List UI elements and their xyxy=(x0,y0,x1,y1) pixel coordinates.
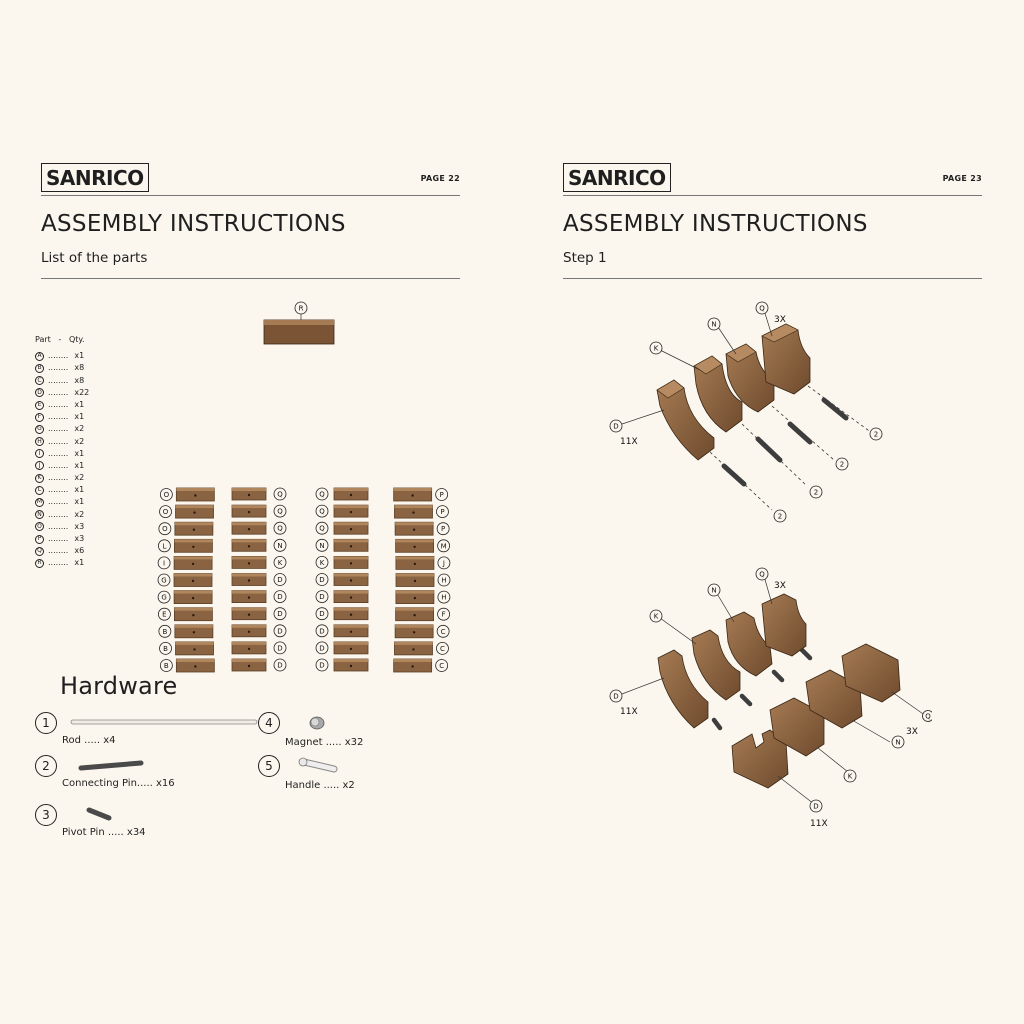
step1-exploded-diagram xyxy=(602,298,902,528)
pin-hole xyxy=(411,665,413,667)
callout-pin: 2 xyxy=(839,460,845,469)
pin-hole xyxy=(248,579,250,581)
part-callout-label: G xyxy=(161,576,167,585)
hardware-label: Handle ..... x2 xyxy=(285,780,355,791)
wood-block-top xyxy=(174,574,212,577)
pin-hole xyxy=(412,511,414,513)
part-row xyxy=(35,496,89,508)
pin-hole xyxy=(350,596,352,598)
pin-hole xyxy=(350,494,352,496)
part-callout-label: D xyxy=(319,661,325,670)
part-dots: ........ xyxy=(48,351,69,361)
wood-block-top xyxy=(394,505,432,508)
wood-block-top xyxy=(232,539,266,542)
handle-icon xyxy=(296,756,340,776)
wood-block-top xyxy=(394,488,432,491)
magnet-icon xyxy=(308,714,326,732)
part-callout-label: D xyxy=(319,627,325,636)
part-letter: A xyxy=(35,352,44,361)
part-row xyxy=(35,484,89,496)
hardware-label: Connecting Pin..... x16 xyxy=(62,778,175,789)
pin-hole xyxy=(248,545,250,547)
page-number: PAGE 22 xyxy=(420,174,460,183)
part-letter: J xyxy=(35,461,44,470)
part-callout-label: O xyxy=(163,491,170,499)
part-dots: ........ xyxy=(48,424,69,434)
part-callout-label: C xyxy=(439,662,445,670)
left-page xyxy=(0,150,470,870)
hardware-number: 5 xyxy=(258,755,280,777)
part-dots: ........ xyxy=(48,460,69,470)
pin-hole xyxy=(350,665,352,667)
part-letter: N xyxy=(35,510,44,519)
connecting-pin-icon xyxy=(77,759,147,773)
pin-hole xyxy=(414,597,416,599)
part-qty: x1 xyxy=(74,448,85,458)
part-dots: ........ xyxy=(48,497,69,507)
callout-d: D xyxy=(613,692,619,701)
wood-block-top xyxy=(334,505,368,508)
hardware-item-rod xyxy=(35,712,255,752)
pin-hole xyxy=(350,511,352,513)
title-divider xyxy=(563,278,982,279)
part-qty: x8 xyxy=(74,375,85,385)
header-divider xyxy=(41,195,460,196)
part-row xyxy=(35,375,89,387)
hardware-label: Pivot Pin ..... x34 xyxy=(62,827,146,838)
part-letter: M xyxy=(36,498,43,506)
callout-k: K xyxy=(653,344,659,353)
part-row xyxy=(35,509,89,521)
part-callout-label: L xyxy=(162,542,167,551)
part-letter: E xyxy=(35,401,44,410)
part-callout-label: N xyxy=(277,541,283,550)
part-callout-label: O xyxy=(162,525,168,534)
part-qty: x6 xyxy=(74,546,85,556)
part-callout-label: Q xyxy=(319,524,325,533)
pin-hole xyxy=(193,648,195,650)
part-callout-label: G xyxy=(161,593,167,602)
part-callout-label: Q xyxy=(277,524,283,533)
pin-hole xyxy=(248,614,250,616)
hardware-number: 4 xyxy=(258,712,280,734)
qty-q: 3X xyxy=(774,581,786,591)
part-qty: x8 xyxy=(74,363,85,373)
part-letter: F xyxy=(35,413,44,422)
step1-assembled-diagram xyxy=(602,566,932,836)
part-row xyxy=(35,557,89,569)
pin-hole xyxy=(248,665,250,667)
wood-block-top xyxy=(334,591,368,594)
pin-hole xyxy=(192,614,194,616)
hardware-label: Rod ..... x4 xyxy=(62,735,116,746)
wood-block-top xyxy=(232,522,266,525)
pin-hole xyxy=(248,494,250,496)
part-row xyxy=(35,350,89,362)
page-subtitle: List of the parts xyxy=(41,250,148,266)
pin-hole xyxy=(413,529,415,531)
part-row xyxy=(35,448,89,460)
part-callout-label: B xyxy=(163,644,168,653)
hardware-item-magnet xyxy=(258,712,418,752)
pin-hole xyxy=(192,597,194,599)
wood-block-top xyxy=(174,539,212,542)
wood-block-top xyxy=(334,488,368,491)
part-dots: ........ xyxy=(48,521,69,531)
part-callout-label: H xyxy=(441,593,447,602)
part-dots: ........ xyxy=(48,448,69,458)
pin-hole xyxy=(193,529,195,531)
pin-hole xyxy=(350,545,352,547)
hardware-item-handle xyxy=(258,755,418,795)
part-callout-label: P xyxy=(441,525,446,534)
part-row xyxy=(35,387,89,399)
part-callout-label: C xyxy=(440,644,445,653)
part-qty: x1 xyxy=(74,412,85,422)
pin-hole xyxy=(192,580,194,582)
part-qty: x2 xyxy=(74,436,85,446)
parts-list-header: Part - Qty. xyxy=(35,335,85,344)
callout-n: N xyxy=(711,586,717,595)
hardware-label: Magnet ..... x32 xyxy=(285,737,364,748)
part-letter: C xyxy=(35,376,44,385)
part-qty: x1 xyxy=(74,460,85,470)
part-callout-label: D xyxy=(277,593,283,602)
part-callout-label: E xyxy=(162,610,167,619)
part-callout-label: Q xyxy=(277,490,283,499)
wood-block-top xyxy=(174,556,212,559)
rod-icon xyxy=(70,718,260,726)
pivot-pin-icon xyxy=(85,806,115,822)
part-dots: ........ xyxy=(48,473,69,483)
pin-hole xyxy=(193,511,195,513)
wood-block-top xyxy=(176,505,214,508)
hardware-item-pivot-pin xyxy=(35,804,255,844)
pin-hole xyxy=(411,494,413,496)
qty-d: 11X xyxy=(620,707,638,717)
part-row xyxy=(35,521,89,533)
pin-hole xyxy=(248,648,250,650)
part-letter: H xyxy=(35,437,44,446)
wood-block-top xyxy=(232,625,266,628)
pin-hole xyxy=(350,614,352,616)
part-row xyxy=(35,472,89,484)
part-callout-label: D xyxy=(319,576,325,584)
callout-k: K xyxy=(653,612,659,621)
part-callout-label: C xyxy=(440,627,446,636)
hardware-item-connecting-pin xyxy=(35,755,255,795)
wood-block-top xyxy=(232,642,266,645)
part-callout-label: O xyxy=(162,508,169,517)
pin-hole xyxy=(193,631,195,633)
wood-block-top xyxy=(175,522,213,525)
part-qty: x1 xyxy=(74,399,85,409)
part-dots: ........ xyxy=(48,509,69,519)
part-callout-label: M xyxy=(440,542,447,551)
callout-n: N xyxy=(711,320,717,329)
part-callout-label: Q xyxy=(277,507,283,516)
part-callout-label: P xyxy=(440,508,445,517)
wood-block-top xyxy=(396,608,434,611)
part-callout-label: B xyxy=(163,662,169,670)
part-qty: x2 xyxy=(74,473,85,483)
wood-block-top xyxy=(232,608,266,611)
part-dots: ........ xyxy=(48,412,69,422)
callout-n: N xyxy=(895,738,901,747)
qty-d: 11X xyxy=(810,819,828,829)
part-dots: ........ xyxy=(48,558,69,568)
right-page xyxy=(522,150,992,870)
part-callout-label: K xyxy=(319,558,325,567)
callout-q: Q xyxy=(759,570,765,579)
wood-block-top xyxy=(334,539,368,542)
part-letter: O xyxy=(35,522,44,531)
part-qty: x2 xyxy=(74,509,85,519)
wood-block-top xyxy=(334,642,368,645)
page-title: ASSEMBLY INSTRUCTIONS xyxy=(41,211,346,237)
qty-q: 3X xyxy=(774,315,786,325)
part-callout-label: D xyxy=(277,610,283,619)
qty-q: 3X xyxy=(906,727,918,737)
wood-block-top xyxy=(174,591,212,594)
hardware-number: 2 xyxy=(35,755,57,777)
part-callout-label: K xyxy=(277,558,283,567)
callout-d: D xyxy=(813,802,819,811)
part-callout-label: D xyxy=(277,644,283,653)
wood-block-top xyxy=(232,488,266,491)
wood-block-top xyxy=(394,659,432,662)
page-title: ASSEMBLY INSTRUCTIONS xyxy=(563,211,868,237)
wood-block-top xyxy=(334,574,368,577)
pin-hole xyxy=(414,563,416,565)
pin-hole xyxy=(248,631,250,633)
part-letter: K xyxy=(35,474,44,483)
part-callout-label: Q xyxy=(319,490,325,499)
wood-block-top xyxy=(174,608,212,611)
part-row xyxy=(35,545,89,557)
part-callout-label: B xyxy=(162,627,168,636)
part-row xyxy=(35,411,89,423)
callout-d: D xyxy=(613,422,619,431)
pin-hole xyxy=(413,614,415,616)
part-dots: ........ xyxy=(48,546,69,556)
wood-block-top xyxy=(176,659,214,662)
wood-block-top xyxy=(395,522,433,525)
wood-block-top xyxy=(334,556,368,559)
wood-block-top xyxy=(396,591,434,594)
pin-hole xyxy=(350,528,352,530)
pin-hole xyxy=(350,562,352,564)
wood-block-top xyxy=(334,522,368,525)
pin-hole xyxy=(192,546,194,548)
wood-block-top xyxy=(232,505,266,508)
pin-hole xyxy=(414,580,416,582)
part-row xyxy=(35,362,89,374)
hardware-title: Hardware xyxy=(60,672,178,700)
hardware-number: 1 xyxy=(35,712,57,734)
part-row xyxy=(35,533,89,545)
part-letter: L xyxy=(35,486,44,495)
pin-hole xyxy=(248,562,250,564)
callout-q: Q xyxy=(925,712,931,721)
part-dots: ........ xyxy=(48,375,69,385)
part-dots: ........ xyxy=(48,485,69,495)
part-dots: ........ xyxy=(48,363,69,373)
part-callout-label: H xyxy=(441,576,447,585)
part-callout-label: R xyxy=(298,304,304,313)
pin-hole xyxy=(413,546,415,548)
qty-d: 11X xyxy=(620,437,638,447)
part-row xyxy=(35,436,89,448)
part-callout-label: I xyxy=(163,559,166,568)
callout-pin: 2 xyxy=(813,488,819,497)
pin-hole xyxy=(350,631,352,633)
part-callout-label: P xyxy=(439,491,444,499)
part-qty: x3 xyxy=(74,521,85,531)
part-qty: x1 xyxy=(74,558,85,568)
pin-hole xyxy=(194,494,196,496)
wood-block-top xyxy=(232,556,266,559)
part-letter: Q xyxy=(35,547,44,556)
part-row xyxy=(35,399,89,411)
page-number: PAGE 23 xyxy=(942,174,982,183)
header-divider xyxy=(563,195,982,196)
wood-block-top xyxy=(175,625,213,628)
page-subtitle: Step 1 xyxy=(563,250,607,266)
parts-diagram xyxy=(140,300,470,675)
part-letter: R xyxy=(35,559,44,568)
pin-hole xyxy=(248,596,250,598)
part-callout-label: D xyxy=(277,576,283,584)
part-callout-label: D xyxy=(277,661,283,670)
part-qty: x1 xyxy=(74,497,85,507)
callout-q: Q xyxy=(759,304,765,313)
part-qty: x22 xyxy=(74,387,90,397)
pin-hole xyxy=(412,648,414,650)
callout-pin: 2 xyxy=(873,430,879,439)
pin-hole xyxy=(194,665,196,667)
part-callout-label: F xyxy=(441,610,446,619)
wood-block-top xyxy=(334,659,368,662)
part-qty: x1 xyxy=(74,351,85,361)
block-r-top xyxy=(264,320,334,325)
wood-block-top xyxy=(396,574,434,577)
part-callout-label: N xyxy=(319,541,325,550)
title-divider xyxy=(41,278,460,279)
wood-block-top xyxy=(396,539,434,542)
callout-k: K xyxy=(847,772,853,781)
part-letter: B xyxy=(35,364,44,373)
pin-hole xyxy=(248,511,250,513)
part-qty: x1 xyxy=(74,485,85,495)
part-letter: D xyxy=(35,388,44,397)
pin-hole xyxy=(350,579,352,581)
pin-hole xyxy=(192,563,194,565)
wood-block-top xyxy=(232,574,266,577)
brand-logo: SANRICO xyxy=(41,163,149,192)
parts-list xyxy=(35,334,89,570)
part-row xyxy=(35,460,89,472)
pin-hole xyxy=(248,528,250,530)
part-qty: x2 xyxy=(74,424,85,434)
part-dots: ........ xyxy=(48,399,69,409)
part-dots: ........ xyxy=(48,534,69,544)
wood-block-top xyxy=(395,625,433,628)
part-letter: I xyxy=(35,449,44,458)
wood-block-top xyxy=(176,642,214,645)
brand-logo: SANRICO xyxy=(563,163,671,192)
part-letter: P xyxy=(35,535,44,544)
wood-block-top xyxy=(394,642,432,645)
wood-block-top xyxy=(396,556,434,559)
block-q xyxy=(762,594,806,656)
wood-block-top xyxy=(176,488,214,491)
wood-block-top xyxy=(232,659,266,662)
wood-block-top xyxy=(334,625,368,628)
part-dots: ........ xyxy=(48,387,69,397)
part-callout-label: D xyxy=(319,644,325,653)
callout-pin: 2 xyxy=(777,512,783,521)
part-row xyxy=(35,423,89,435)
wood-block-top xyxy=(334,608,368,611)
part-callout-label: J xyxy=(442,559,445,568)
part-callout-label: Q xyxy=(319,507,325,516)
block-q xyxy=(762,324,810,394)
pin-hole xyxy=(350,648,352,650)
part-callout-label: D xyxy=(277,627,283,636)
wood-block-top xyxy=(232,591,266,594)
part-callout-label: D xyxy=(319,593,325,602)
part-callout-label: D xyxy=(319,610,325,619)
hardware-number: 3 xyxy=(35,804,57,826)
part-dots: ........ xyxy=(48,436,69,446)
part-letter: G xyxy=(35,425,44,434)
pin-hole xyxy=(413,631,415,633)
part-qty: x3 xyxy=(74,534,85,544)
